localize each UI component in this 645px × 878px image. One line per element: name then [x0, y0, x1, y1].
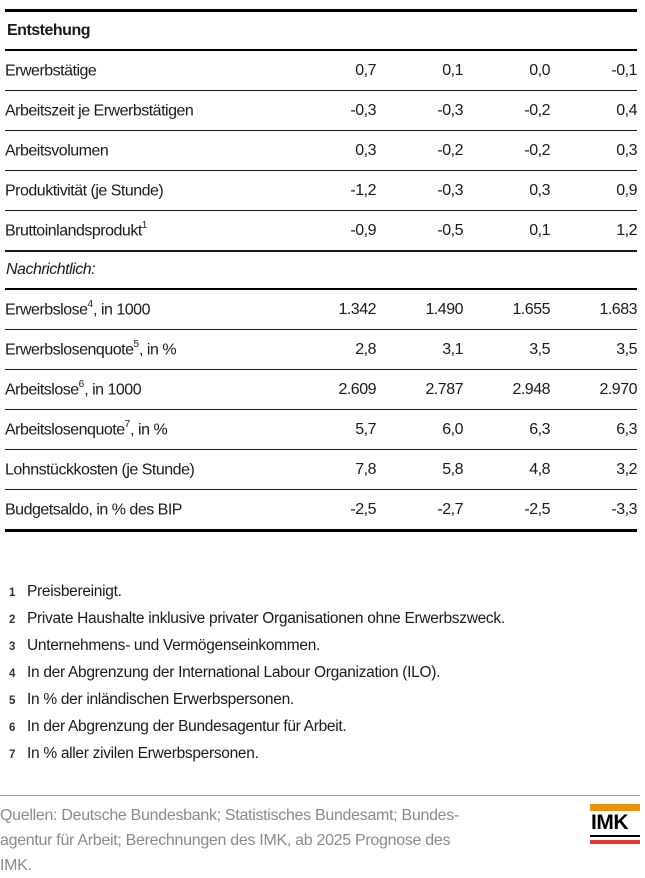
value-cell: -0,3 — [289, 91, 376, 131]
row-label: Arbeitslose — [5, 381, 79, 399]
footnote-ref: 5 — [133, 338, 140, 350]
source-section — [0, 803, 640, 878]
source-line: Quellen: Deutsche Bundesbank; Statistisches Bundesamt; Bundes- — [0, 807, 460, 824]
value-cell: 1.490 — [376, 289, 463, 330]
row-label-suffix: , in % — [130, 421, 168, 439]
value-cell: -0,2 — [463, 131, 550, 171]
value-cell: 0,7 — [289, 50, 376, 91]
footnotes-block — [0, 579, 645, 768]
row-label: Budgetsaldo, in % des BIP — [5, 501, 182, 519]
row-label-cell — [5, 131, 289, 171]
value-cell: 1.683 — [550, 289, 637, 330]
value-cell: -2,5 — [524, 500, 550, 518]
value-cell: 2.787 — [376, 370, 463, 410]
value-cell: 6,0 — [376, 410, 463, 450]
value-cell: -2,7 — [437, 500, 463, 518]
table-row — [5, 91, 637, 131]
value-cell: -3,3 — [611, 500, 637, 518]
imk-logo — [590, 804, 640, 844]
value-cell: 0,3 — [463, 171, 550, 211]
value-cell: 0,0 — [463, 50, 550, 91]
row-label-cell — [5, 330, 289, 370]
row-label-cell — [5, 450, 289, 490]
row-label-cell — [5, 370, 289, 410]
value-cell: 2.609 — [289, 370, 376, 410]
footnote-text: Unternehmens- und Vermögenseinkommen. — [27, 637, 321, 654]
row-label: Erwerbslose — [5, 301, 88, 319]
value-cell: -2,5 — [350, 500, 376, 518]
value-cell: 5,7 — [289, 410, 376, 450]
row-label: Bruttoinlandsprodukt — [5, 222, 142, 240]
value-cell: 3,2 — [550, 450, 637, 490]
footnote-number: 3 — [9, 641, 16, 653]
note-header: Nachrichtlich: — [5, 251, 637, 289]
value-cell: 2,8 — [289, 330, 376, 370]
value-cell: 0,3 — [289, 131, 376, 171]
footnote-number: 5 — [9, 695, 16, 707]
table-section-header-row — [5, 11, 637, 51]
footnote-number: 7 — [9, 749, 16, 761]
value-cell: 0,3 — [550, 131, 637, 171]
footnote-text: Preisbereinigt. — [27, 583, 122, 600]
row-label: Erwerbslosenquote — [5, 341, 134, 359]
table-note-header-row — [5, 251, 637, 289]
value-cell: 0,1 — [376, 50, 463, 91]
table-row — [5, 131, 637, 171]
imk-logo-text: IMK — [590, 811, 640, 837]
table-row — [5, 50, 637, 91]
footnote — [0, 714, 645, 741]
source-line: agentur für Arbeit; Berechnungen des IMK, ab 2025 Prognose des — [0, 832, 451, 849]
source-line: IMK. — [0, 857, 32, 874]
row-label-cell — [5, 490, 289, 531]
footnote — [0, 606, 645, 633]
value-cell: 3,5 — [550, 330, 637, 370]
value-cell: 3,1 — [376, 330, 463, 370]
value-cell: 3,5 — [463, 330, 550, 370]
value-cell: -0,3 — [376, 171, 463, 211]
value-cell: 6,3 — [550, 410, 637, 450]
value-cell: 2.970 — [550, 370, 637, 410]
footnote-ref: 7 — [124, 418, 131, 430]
footnote-number: 2 — [9, 614, 16, 626]
value-cell: 0,1 — [463, 211, 550, 252]
table-row — [5, 370, 637, 410]
table-row — [5, 450, 637, 490]
value-cell: -1,2 — [289, 171, 376, 211]
report-table-page — [0, 9, 645, 874]
value-cell: 0,4 — [550, 91, 637, 131]
row-label-cell — [5, 171, 289, 211]
value-cell: 5,8 — [376, 450, 463, 490]
value-cell: -0,5 — [376, 211, 463, 252]
row-label: Arbeitszeit je Erwerbstätigen — [5, 102, 194, 120]
source-divider — [0, 795, 640, 796]
value-cell: -0,2 — [463, 91, 550, 131]
footnote-number: 4 — [9, 668, 16, 680]
footnote — [0, 633, 645, 660]
value-cell: 2.948 — [463, 370, 550, 410]
row-label-cell — [5, 211, 289, 252]
value-cell: -0,2 — [376, 131, 463, 171]
row-label-cell — [5, 410, 289, 450]
table-row — [5, 171, 637, 211]
row-label-cell — [5, 91, 289, 131]
table-row — [5, 490, 637, 531]
value-cell: 1,2 — [550, 211, 637, 252]
row-label: Erwerbstätige — [5, 62, 97, 80]
table-row — [5, 330, 637, 370]
footnote-text: In der Abgrenzung der Bundesagentur für Arbeit. — [27, 718, 347, 735]
row-label-cell — [5, 289, 289, 330]
row-label-suffix: , in 1000 — [93, 301, 150, 319]
row-label-cell — [5, 50, 289, 91]
table-row — [5, 211, 637, 252]
section-header: Entstehung — [5, 11, 637, 51]
row-label: Produktivität (je Stunde) — [5, 182, 164, 200]
value-cell: 1.655 — [463, 289, 550, 330]
footnote — [0, 687, 645, 714]
footnote-text: In % aller zivilen Erwerbspersonen. — [27, 745, 259, 762]
row-label: Arbeitslosenquote — [5, 421, 125, 439]
footnote-ref: 4 — [87, 298, 94, 310]
footnote-text: In % der inländischen Erwerbspersonen. — [27, 691, 294, 708]
row-label: Arbeitsvolumen — [5, 142, 109, 160]
footnote — [0, 741, 645, 768]
value-cell: 0,9 — [550, 171, 637, 211]
row-label-suffix: , in % — [139, 341, 177, 359]
value-cell: 4,8 — [463, 450, 550, 490]
value-cell: -0,1 — [550, 50, 637, 91]
imk-logo-red-bar — [590, 840, 640, 844]
source-text — [0, 803, 540, 878]
economic-indicators-table — [5, 9, 637, 532]
value-cell: 6,3 — [463, 410, 550, 450]
value-cell: -0,9 — [289, 211, 376, 252]
value-cell: -0,3 — [376, 91, 463, 131]
row-label-suffix: , in 1000 — [84, 381, 142, 399]
imk-logo-orange-bar — [590, 804, 640, 811]
footnote-number: 1 — [9, 587, 16, 599]
table-row — [5, 289, 637, 330]
table-row — [5, 410, 637, 450]
footnote-text: Private Haushalte inklusive privater Organisationen ohne Erwerbszweck. — [27, 610, 505, 627]
value-cell: 7,8 — [289, 450, 376, 490]
footnote-number: 6 — [9, 722, 16, 734]
footnote-text: In der Abgrenzung der International Labour Organization (ILO). — [27, 664, 441, 681]
value-cell: 1.342 — [289, 289, 376, 330]
footnote — [0, 660, 645, 687]
footnote-ref: 6 — [78, 378, 85, 390]
footnote — [0, 579, 645, 606]
row-label: Lohnstückkosten (je Stunde) — [5, 461, 195, 479]
footnote-ref: 1 — [141, 219, 148, 231]
